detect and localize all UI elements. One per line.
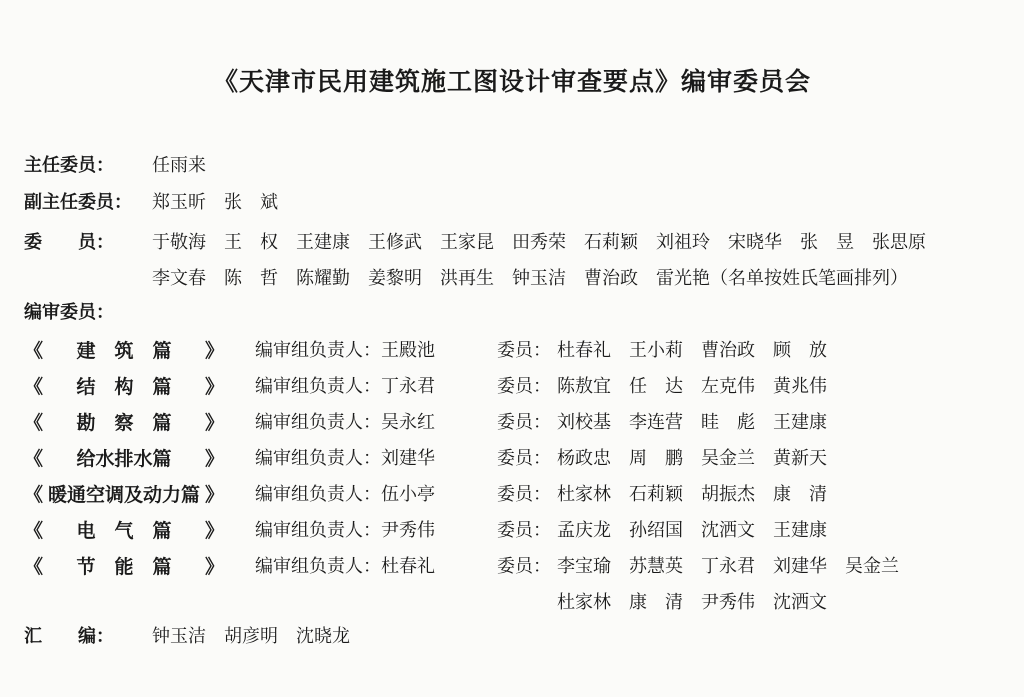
section-row bbox=[0, 444, 1024, 474]
lead-label: 编审组负责人： bbox=[255, 556, 381, 577]
section-name bbox=[24, 552, 224, 579]
compiler-names: 钟玉洁 胡彦明 沈晓龙 bbox=[152, 626, 350, 647]
page-title: 《天津市民用建筑施工图设计审查要点》编审委员会 bbox=[212, 67, 811, 96]
section-row bbox=[0, 372, 1024, 402]
member-label: 委员： bbox=[497, 520, 551, 541]
member-label: 委员： bbox=[497, 340, 551, 361]
section-row bbox=[0, 516, 1024, 546]
section-lead bbox=[255, 552, 435, 578]
section-members: 杨政忠 周 鹏 吴金兰 黄新天 bbox=[557, 448, 827, 469]
section-lead bbox=[255, 372, 435, 398]
section-row bbox=[0, 480, 1024, 510]
section-lead bbox=[255, 336, 435, 362]
chair-label: 主任委员： bbox=[24, 155, 114, 176]
lead-name: 刘建华 bbox=[381, 448, 435, 469]
section-members: 杜家林 石莉颖 胡振杰 康 清 bbox=[557, 484, 827, 505]
section-close-bracket: 》 bbox=[204, 520, 224, 542]
section-lead bbox=[255, 408, 435, 434]
section-close-bracket: 》 bbox=[204, 448, 224, 470]
section-close-bracket: 》 bbox=[204, 340, 224, 362]
section-members-continued: 杜家林 康 清 尹秀伟 沈洒文 bbox=[557, 592, 827, 613]
section-open-bracket: 《 bbox=[24, 556, 44, 578]
lead-name: 王殿池 bbox=[381, 340, 435, 361]
section-close-bracket: 》 bbox=[204, 556, 224, 578]
section-close-bracket: 》 bbox=[204, 484, 224, 506]
section-row bbox=[0, 408, 1024, 438]
members-line2: 李文春 陈 哲 陈耀勤 姜黎明 洪再生 钟玉洁 曹治政 雷光艳（名单按姓氏笔画排列） bbox=[152, 268, 908, 289]
editors-label: 编审委员： bbox=[24, 302, 114, 323]
section-lead bbox=[255, 516, 435, 542]
section-title: 电 气 篇 bbox=[76, 520, 172, 542]
section-open-bracket: 《 bbox=[24, 376, 44, 398]
section-title: 建 筑 篇 bbox=[76, 340, 172, 362]
lead-name: 尹秀伟 bbox=[381, 520, 435, 541]
section-title: 节 能 篇 bbox=[76, 556, 172, 578]
section-open-bracket: 《 bbox=[24, 484, 44, 506]
section-lead bbox=[255, 444, 435, 470]
lead-label: 编审组负责人： bbox=[255, 520, 381, 541]
members-label: 委 员： bbox=[24, 232, 114, 253]
section-name bbox=[24, 408, 224, 435]
section-close-bracket: 》 bbox=[204, 412, 224, 434]
section-members: 杜春礼 王小莉 曹治政 顾 放 bbox=[557, 340, 827, 361]
section-open-bracket: 《 bbox=[24, 520, 44, 542]
section-row bbox=[0, 336, 1024, 366]
section-name bbox=[24, 372, 224, 399]
section-lead bbox=[255, 480, 435, 506]
section-title: 结 构 篇 bbox=[76, 376, 172, 398]
section-open-bracket: 《 bbox=[24, 412, 44, 434]
member-label: 委员： bbox=[497, 376, 551, 397]
member-label: 委员： bbox=[497, 412, 551, 433]
lead-label: 编审组负责人： bbox=[255, 340, 381, 361]
lead-label: 编审组负责人： bbox=[255, 484, 381, 505]
section-name bbox=[24, 444, 224, 471]
section-members: 刘校基 李连营 眭 彪 王建康 bbox=[557, 412, 827, 433]
vice-chair-names: 郑玉昕 张 斌 bbox=[152, 192, 278, 213]
section-members: 李宝瑜 苏慧英 丁永君 刘建华 吴金兰 bbox=[557, 556, 899, 577]
section-name bbox=[24, 516, 224, 543]
section-members: 孟庆龙 孙绍国 沈洒文 王建康 bbox=[557, 520, 827, 541]
members-line1: 于敬海 王 权 王建康 王修武 王家昆 田秀荣 石莉颖 刘祖玲 宋晓华 张 昱 张思原 bbox=[152, 232, 926, 253]
section-close-bracket: 》 bbox=[204, 376, 224, 398]
section-name bbox=[24, 480, 224, 507]
lead-label: 编审组负责人： bbox=[255, 412, 381, 433]
section-title: 给水排水篇 bbox=[76, 448, 172, 470]
lead-name: 吴永红 bbox=[381, 412, 435, 433]
compiler-label: 汇 编： bbox=[24, 626, 114, 647]
section-open-bracket: 《 bbox=[24, 448, 44, 470]
section-row bbox=[0, 552, 1024, 613]
section-title: 暖通空调及动力篇 bbox=[47, 484, 200, 506]
section-open-bracket: 《 bbox=[24, 340, 44, 362]
vice-chair-label: 副主任委员： bbox=[24, 192, 132, 213]
lead-label: 编审组负责人： bbox=[255, 448, 381, 469]
lead-label: 编审组负责人： bbox=[255, 376, 381, 397]
chair-names: 任雨来 bbox=[152, 155, 206, 176]
section-name bbox=[24, 336, 224, 363]
section-members: 陈敖宜 任 达 左克伟 黄兆伟 bbox=[557, 376, 827, 397]
section-title: 勘 察 篇 bbox=[76, 412, 172, 434]
member-label: 委员： bbox=[497, 484, 551, 505]
lead-name: 伍小亭 bbox=[381, 484, 435, 505]
lead-name: 杜春礼 bbox=[381, 556, 435, 577]
member-label: 委员： bbox=[497, 556, 551, 577]
lead-name: 丁永君 bbox=[381, 376, 435, 397]
member-label: 委员： bbox=[497, 448, 551, 469]
